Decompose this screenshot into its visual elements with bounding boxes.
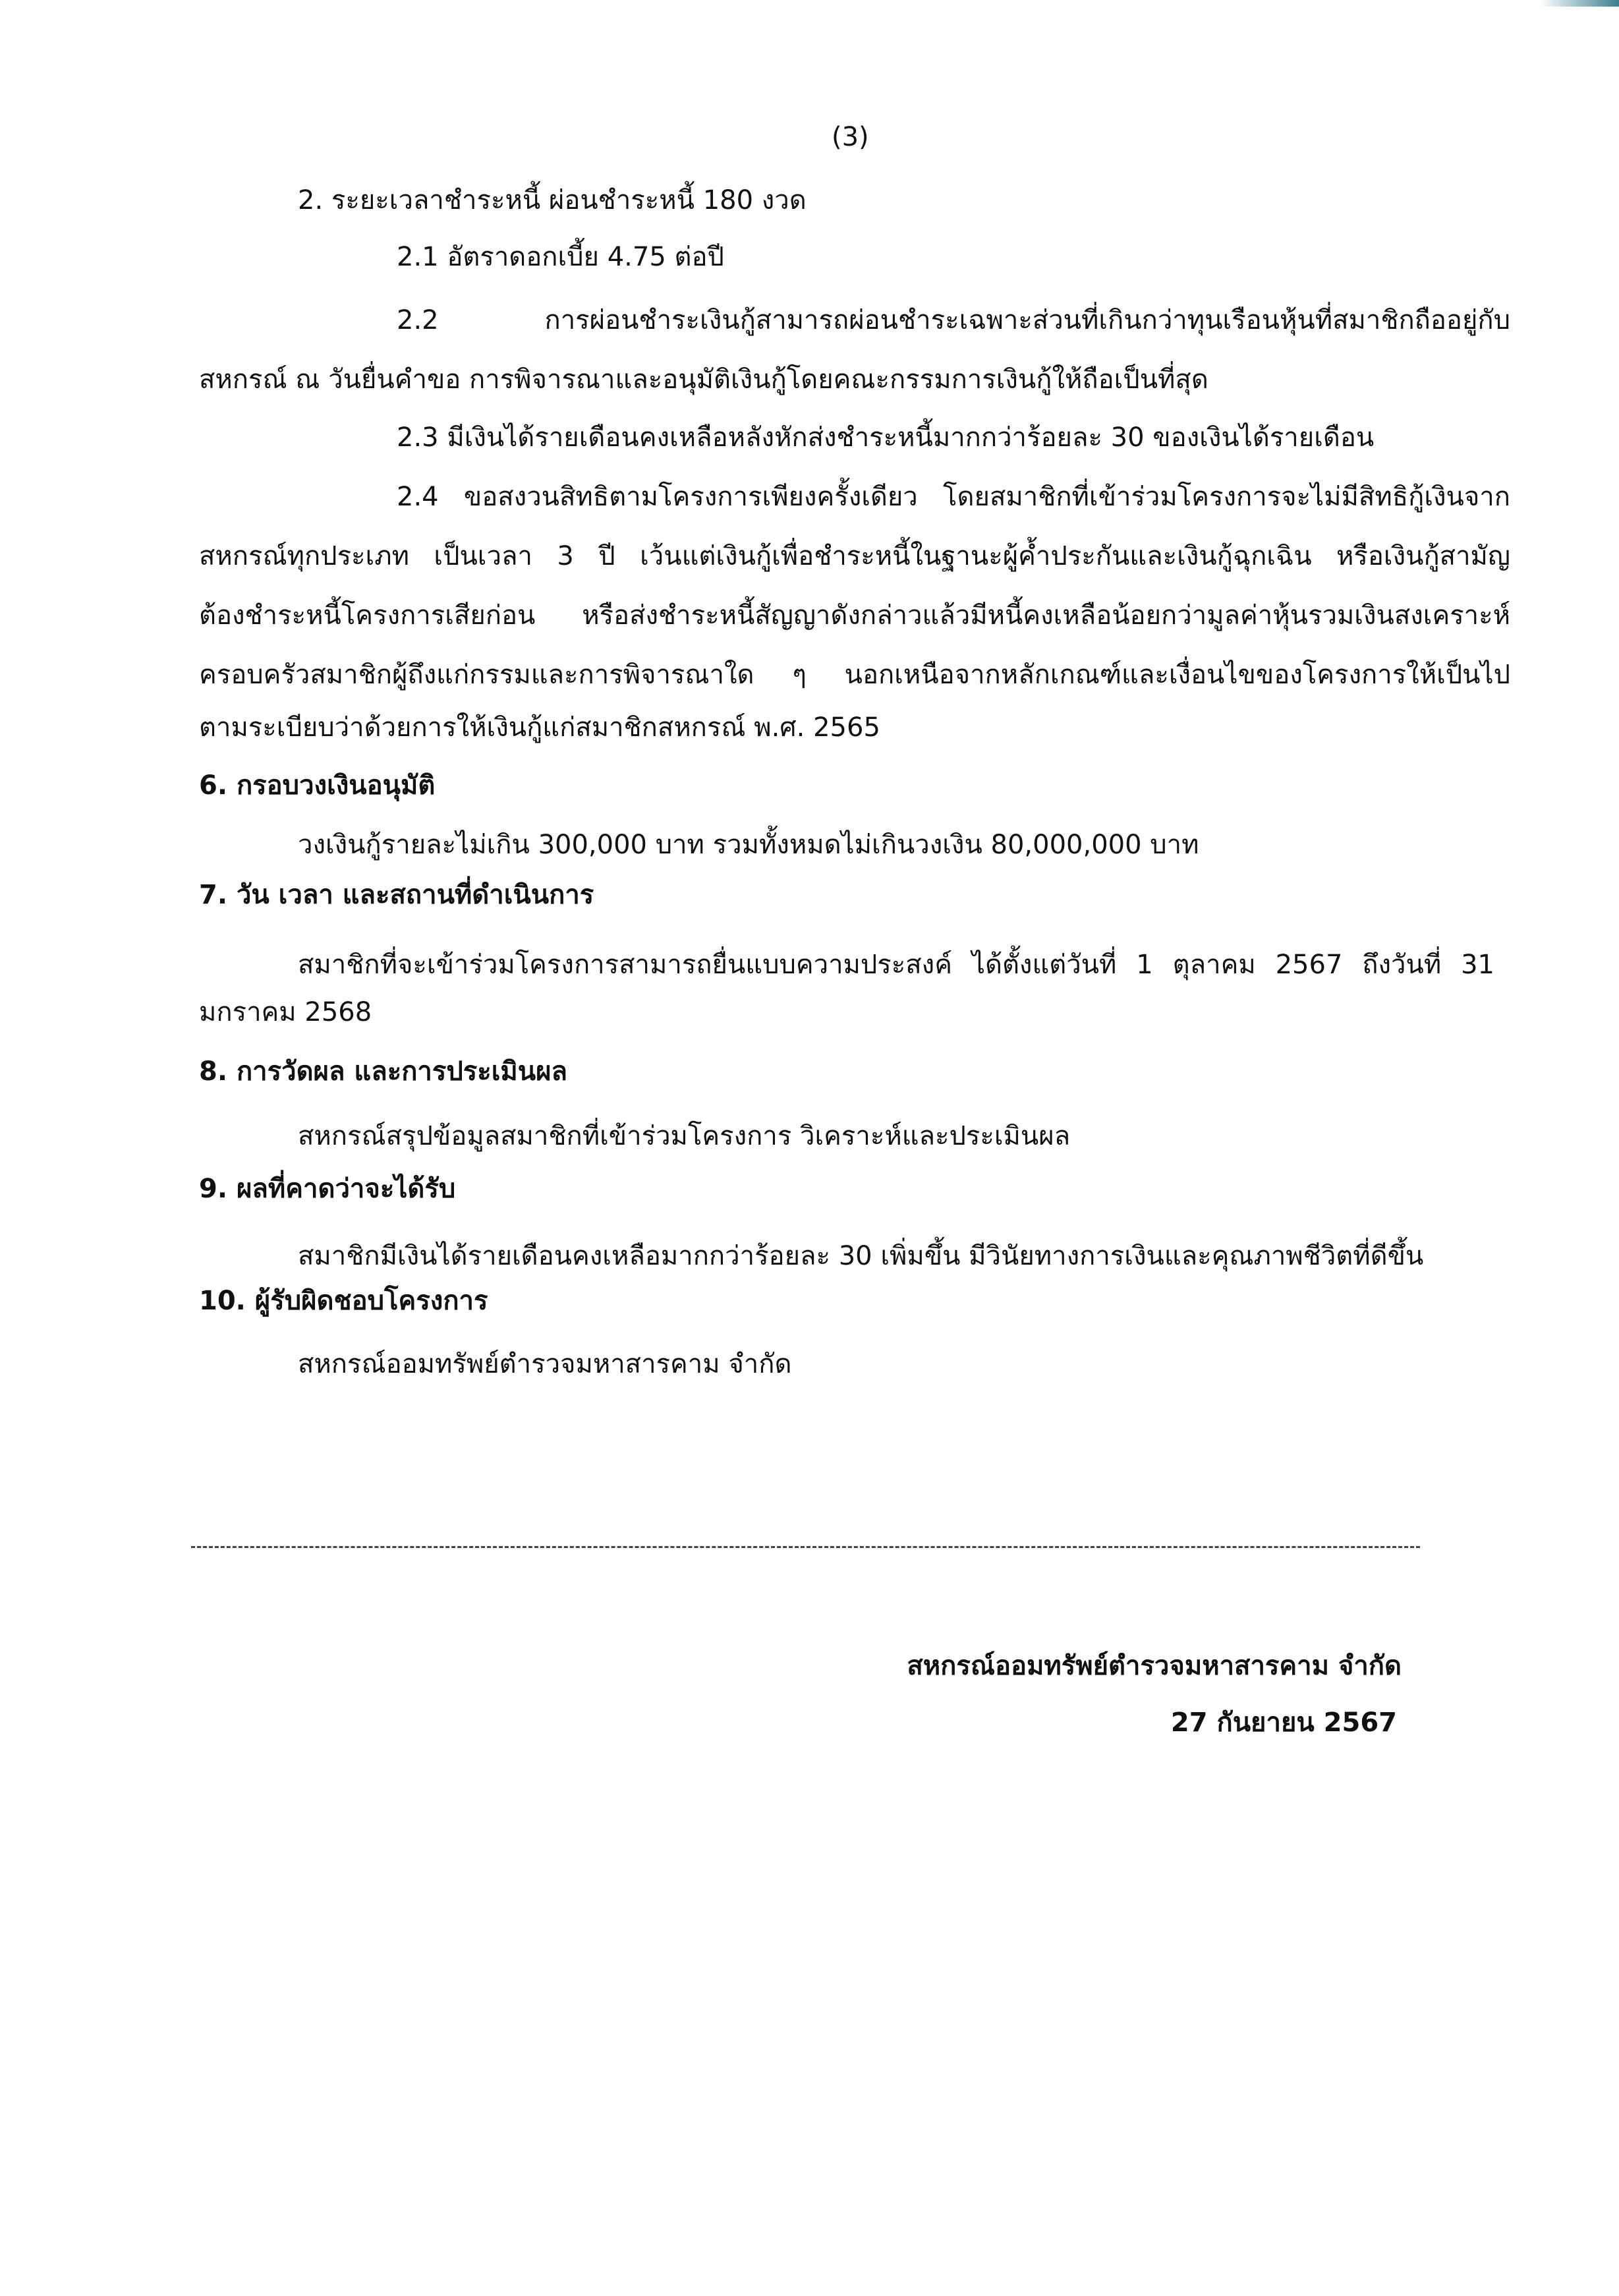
section-9-heading: 9. ผลที่คาดว่าจะได้รับ [199,1174,456,1204]
signature-organization: สหกรณ์ออมทรัพย์ตำรวจมหาสารคาม จำกัด [907,1651,1402,1681]
section-7-heading: 7. วัน เวลา และสถานที่ดำเนินการ [199,880,594,910]
item-2-4-line-5: ตามระเบียบว่าด้วยการให้เงินกู้แก่สมาชิกสหกรณ์ พ.ศ. 2565 [199,712,880,743]
section-7-line-1: สมาชิกที่จะเข้าร่วมโครงการสามารถยื่นแบบความประสงค์ ได้ตั้งแต่วันที่ 1 ตุลาคม 2567 ถึงวันที่ 31 [298,950,1494,980]
section-9-body: สมาชิกมีเงินได้รายเดือนคงเหลือมากกว่าร้อยละ 30 เพิ่มขึ้น มีวินัยทางการเงินและคุณภาพชีวิตที่ดีขึ้น [298,1241,1424,1271]
page-number: (3) [832,122,869,152]
item-2-4-line-4: ครอบครัวสมาชิกผู้ถึงแก่กรรมและการพิจารณาใด ๆ นอกเหนือจากหลักเกณฑ์และเงื่อนไขของโครงการให้เป็นไป [199,660,1510,690]
section-6-body: วงเงินกู้รายละไม่เกิน 300,000 บาท รวมทั้งหมดไม่เกินวงเงิน 80,000,000 บาท [298,830,1199,860]
section-8-body: สหกรณ์สรุปข้อมูลสมาชิกที่เข้าร่วมโครงการ วิเคราะห์และประเมินผล [298,1121,1071,1151]
item-2-2-line-2: สหกรณ์ ณ วันยื่นคำขอ การพิจารณาและอนุมัติเงินกู้โดยคณะกรรมการเงินกู้ให้ถือเป็นที่สุด [199,364,1208,395]
dashed-divider [191,1546,1420,1548]
section-8-heading: 8. การวัดผล และการประเมินผล [199,1056,568,1087]
section-10-body: สหกรณ์ออมทรัพย์ตำรวจมหาสารคาม จำกัด [298,1349,792,1379]
scan-corner-mark [1540,0,1619,7]
section-2-heading: 2. ระยะเวลาชำระหนี้ ผ่อนชำระหนี้ 180 งวด [298,185,807,215]
item-2-2-line-1: 2.2 การผ่อนชำระเงินกู้สามารถผ่อนชำระเฉพาะส่วนที่เกินกว่าทุนเรือนหุ้นที่สมาชิกถืออยู่กับ [397,305,1510,335]
section-7-line-2: มกราคม 2568 [199,997,372,1027]
item-2-3: 2.3 มีเงินได้รายเดือนคงเหลือหลังหักส่งชำระหนี้มากกว่าร้อยละ 30 ของเงินได้รายเดือน [397,422,1375,453]
section-10-heading: 10. ผู้รับผิดชอบโครงการ [199,1286,488,1316]
item-2-4-line-2: สหกรณ์ทุกประเภท เป็นเวลา 3 ปี เว้นแต่เงินกู้เพื่อชำระหนี้ในฐานะผู้ค้ำประกันและเงินกู้ฉุกเฉิน หรือเงินกู้สามัญ [199,541,1510,571]
item-2-4-line-3: ต้องชำระหนี้โครงการเสียก่อน หรือส่งชำระหนี้สัญญาดังกล่าวแล้วมีหนี้คงเหลือน้อยกว่ามูลค่าหุ้นรวมเงินสงเคราะห์ [199,600,1510,631]
signature-date: 27 กันยายน 2567 [1170,1708,1397,1738]
item-2-1: 2.1 อัตราดอกเบี้ย 4.75 ต่อปี [397,242,724,272]
item-2-4-line-1: 2.4 ขอสงวนสิทธิตามโครงการเพียงครั้งเดียว โดยสมาชิกที่เข้าร่วมโครงการจะไม่มีสิทธิกู้เงินจาก [397,482,1510,512]
section-6-heading: 6. กรอบวงเงินอนุมัติ [199,770,436,801]
